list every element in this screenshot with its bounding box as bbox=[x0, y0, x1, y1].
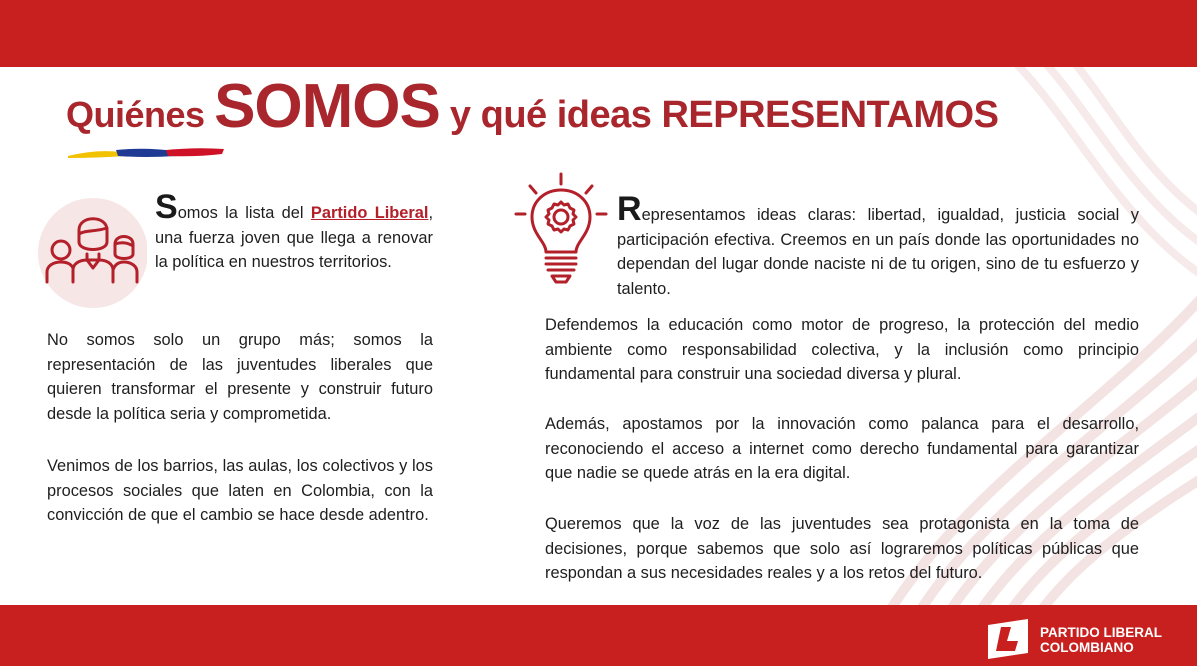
right-paragraph-2: Además, apostamos por la innovación como palanca para el desarrollo, reconociendo el acceso a internet como derecho fundamental para garantizar que nadie se quede atrás en la era digital. bbox=[545, 415, 1139, 483]
partido-liberal-link[interactable]: Partido Liberal bbox=[310, 204, 429, 222]
logo-line-2: COLOMBIANO bbox=[1040, 640, 1134, 655]
dropcap-s: S bbox=[155, 188, 178, 226]
right-paragraph-1: Defendemos la educación como motor de progreso, la protección del medio ambiente como responsabilidad colectiva, y la inclusión como principio fundamental para construir una sociedad diversa y plural. bbox=[545, 316, 1139, 384]
liberal-party-logo-icon bbox=[986, 617, 1030, 661]
right-paragraph-3: Queremos que la voz de las juventudes sea protagonista en la toma de decisiones, porque sabemos que solo así lograremos políticas públicas que respondan a sus necesidades reales y a los retos del futuro. bbox=[545, 515, 1139, 583]
flag-brush-stroke bbox=[66, 146, 226, 160]
intro-left-text-a: omos la lista del bbox=[177, 204, 311, 222]
lightbulb-gear-icon bbox=[512, 172, 610, 290]
partido-liberal-logo bbox=[986, 617, 1176, 661]
intro-right-text: epresentamos ideas claras: libertad, igualdad, justicia social y participación efectiva. Creemos en un país donde las oportunidades no dependan del lugar donde naciste ni de tu origen, sino de tu esfuerzo y talento. bbox=[617, 206, 1139, 298]
dropcap-r: R bbox=[617, 190, 642, 228]
intro-right-paragraph bbox=[617, 190, 1139, 301]
page-title bbox=[66, 72, 998, 142]
logo-line-1: PARTIDO LIBERAL bbox=[1040, 625, 1162, 640]
left-paragraph-2: Venimos de los barrios, las aulas, los colectivos y los procesos sociales que laten en Colombia, con la convicción de que el cambio se hace desde adentro. bbox=[47, 457, 433, 525]
top-banner bbox=[0, 0, 1197, 67]
left-paragraph-1: No somos solo un grupo más; somos la representación de las juventudes liberales que quieren transformar el presente y construir futuro desde la política seria y comprometida. bbox=[47, 331, 433, 423]
intro-left-paragraph bbox=[155, 188, 433, 275]
title-part-representamos: REPRESENTAMOS bbox=[661, 94, 999, 136]
title-part-quienes: Quiénes bbox=[66, 94, 215, 135]
logo-wordmark bbox=[1040, 625, 1162, 655]
intro-left-text-b: , una fuerza joven que llega a renovar la política en nuestros territorios. bbox=[155, 204, 433, 272]
title-part-somos: SOMOS bbox=[214, 72, 440, 141]
people-group-icon bbox=[35, 190, 147, 308]
title-part-ideas: y qué ideas bbox=[439, 94, 662, 136]
